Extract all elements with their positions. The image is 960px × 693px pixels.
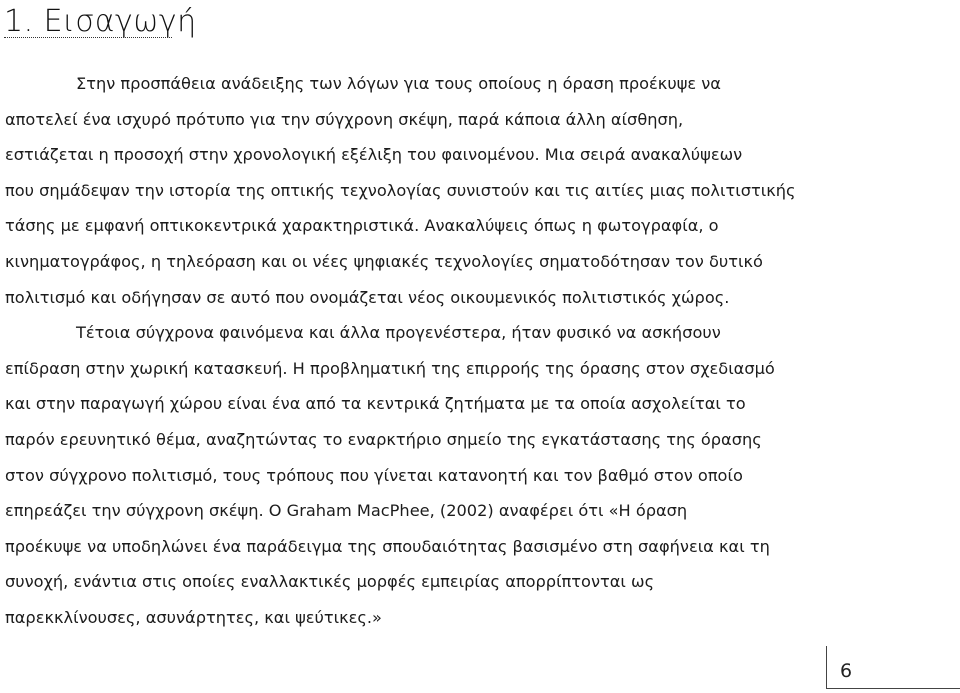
paragraph-1-line: που σημάδεψαν την ιστορία της οπτικής τεχνολογίας συνιστούν και τις αιτίες μιας πολιτιστικής <box>5 180 796 200</box>
paragraph-1-line: Στην προσπάθεια ανάδειξης των λόγων για τους οποίους η όραση προέκυψε να <box>76 74 721 93</box>
paragraph-2-line: παρόν ερευνητικό θέμα, αναζητώντας το εναρκτήριο σημείο της εγκατάστασης της όρασης <box>5 429 762 449</box>
paragraph-2-line: και στην παραγωγή χώρου είναι ένα από τα κεντρικά ζητήματα με τα οποία ασχολείται το <box>5 394 746 414</box>
paragraph-1-line: εστιάζεται η προσοχή στην χρονολογική εξέλιξη του φαινομένου. Μια σειρά ανακαλύψεων <box>5 145 743 165</box>
paragraph-2-line: επηρεάζει την σύγχρονη σκέψη. Ο Graham MacPhee, (2002) αναφέρει ότι «Η όραση <box>5 501 688 521</box>
paragraph-2-line: Τέτοια σύγχρονα φαινόμενα και άλλα προγενέστερα, ήταν φυσικό να ασκήσουν <box>76 323 721 343</box>
heading-dotted-underline <box>4 37 172 38</box>
page-number: 6 <box>840 660 853 682</box>
body-text <box>5 66 955 636</box>
paragraph-2-line: επίδραση στην χωρική κατασκευή. Η προβληματική της επιρροής της όρασης στον σχεδιασμό <box>5 358 775 378</box>
paragraph-2-line: προέκυψε να υποδηλώνει ένα παράδειγμα της σπουδαιότητας βασισμένο στη σαφήνεια και τη <box>5 536 770 556</box>
paragraph-2-line: στον σύγχρονο πολιτισμό, τους τρόπους που γίνεται κατανοητή και τον βαθμό στον οποίο <box>5 465 743 485</box>
paragraph-1-line: κινηματογράφος, η τηλεόραση και οι νέες ψηφιακές τεχνολογίες σηματοδότησαν τον δυτικό <box>5 251 763 271</box>
paragraph-2-line: συνοχή, ενάντια στις οποίες εναλλακτικές μορφές εμπειρίας απορρίπτονται ως <box>5 572 655 592</box>
paragraph-1-line: πολιτισμό και οδήγησαν σε αυτό που ονομάζεται νέος οικουμενικός πολιτιστικός χώρος. <box>5 287 730 307</box>
paragraph-2-line: παρεκκλίνουσες, ασυνάρτητες, και ψεύτικες.» <box>5 607 382 627</box>
section-heading: 1. Εισαγωγή <box>4 4 197 39</box>
page-number-frame-horizontal <box>826 688 960 689</box>
paragraph-1-line: τάσης με εμφανή οπτικοκεντρικά χαρακτηριστικά. Ανακαλύψεις όπως η φωτογραφία, ο <box>5 216 719 236</box>
page-number-frame-vertical <box>826 646 827 689</box>
paragraph-1-line: αποτελεί ένα ισχυρό πρότυπο για την σύγχρονη σκέψη, παρά κάποια άλλη αίσθηση, <box>5 109 684 129</box>
